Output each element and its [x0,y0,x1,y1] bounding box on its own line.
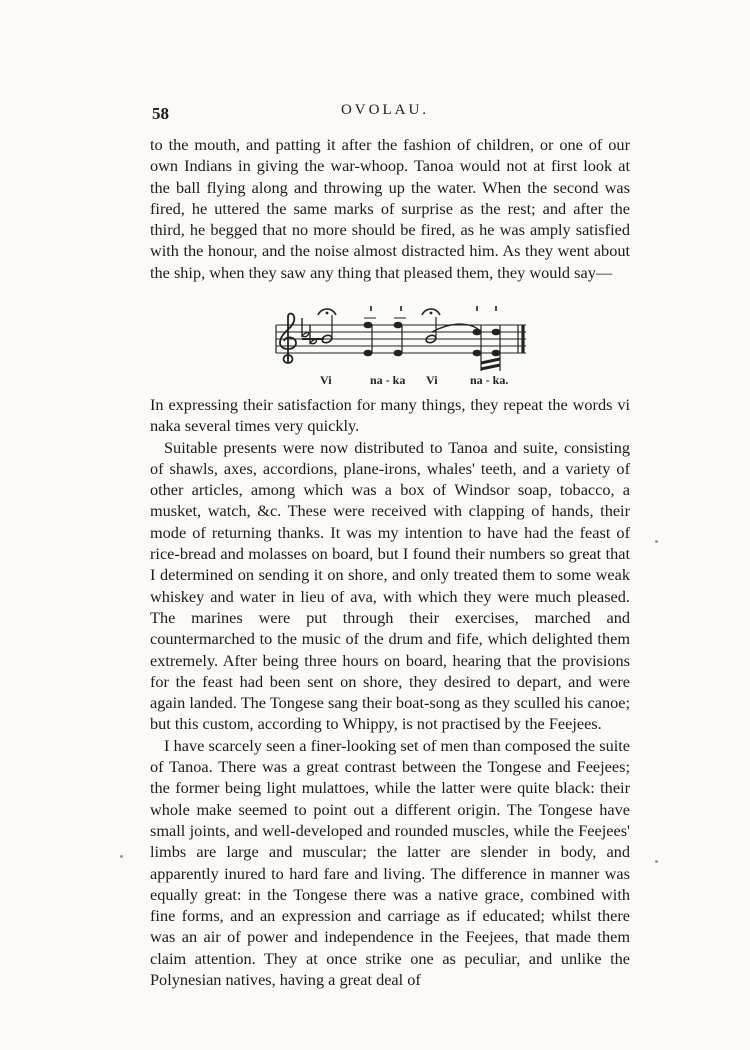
page-number: 58 [152,104,169,123]
running-title: OVOLAU. [340,102,430,118]
body-text-bottom [150,394,630,990]
chord-note [394,318,407,356]
margin-mark [120,855,123,858]
treble-clef-icon [280,314,296,363]
body-text-top [150,134,630,283]
lyric-syllable: na - ka [370,373,406,387]
lyric-syllable: na - ka. [470,373,509,387]
paragraph: I have scarcely seen a finer-looking set of men than composed the suite of Tanoa. There was a great contrast between the Tongese and Feejees; the former being light mulattoes, while the latter were quite black: their whole make seemed to point out a different origin. The Tongese have small joints, and well-developed and rounded muscles, while the Feejees' limbs are large and muscular; the latter are slender in body, and apparently inured to hard fare and living. The difference in manner was equally great: in the Tongese there was a native grace, combined with fine forms, and an expression and carriage as if educated; whilst there was an air of power and independence in the Feejees, that made them claim attention. They at once strike one as peculiar, and unlike the Polynesian natives, having a great deal of [150,735,630,990]
lyric-syllable: Vi [426,373,438,387]
margin-mark [655,860,658,863]
music-notation [272,305,532,387]
paragraph: In expressing their satisfaction for many things, they repeat the words vi naka several times very quickly. [150,395,630,436]
margin-mark [655,540,658,543]
paragraph: to the mouth, and patting it after the fashion of children, or one of our own Indians in giving the war-whoop. Tanoa would not at first look at the ball flying along and throwing up the water. When the second was fired, he uttered the same marks of surprise as the rest; and after the third, he begged that no more should be fired, as he was amply satisfied with the honour, and the noise almost distracted him. As they went about the ship, when they saw any thing that pleased them, they would say— [150,135,630,282]
chord-note [364,318,377,356]
paragraph: Suitable presents were now distributed to Tanoa and suite, consisting of shawls, axes, accordions, plane-irons, whales' teeth, and a variety of other articles, among which was a box of Windsor soap, tobacco, a musket, watch, &c. These were received with clapping of hands, their mode of returning thanks. It was my intention to have had the feast of rice-bread and molasses on board, but I found their numbers so great that I determined on sending it on shore, and only treated them to some weak whiskey and water in lieu of ava, with which they were much pleased. The marines were put through their exercises, marched and countermarched to the music of the drum and fife, which delighted them extremely. After being three hours on board, hearing that the provisions for the feast had been sent on shore, they desired to depart, and were again landed. The Tongese sang their boat-song as they sculled his canoe; but this custom, according to Whippy, is not practised by the Feejees. [150,437,630,734]
fermata-icon [318,309,336,315]
fermata-icon [422,309,440,315]
lyric-syllable: Vi [320,373,332,387]
half-note [321,315,333,344]
